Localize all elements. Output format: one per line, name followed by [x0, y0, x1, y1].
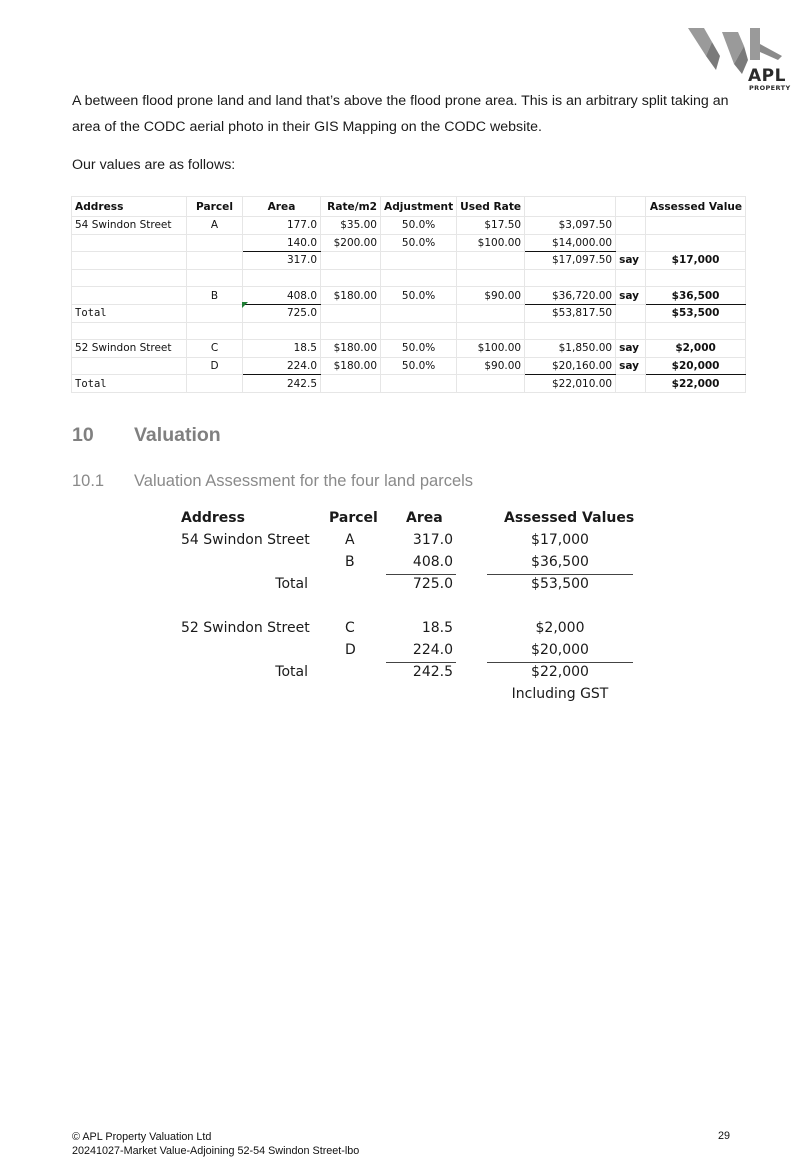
summary-total-label: Total	[275, 664, 308, 680]
sheet-cell-assessed: $22,000	[646, 375, 746, 393]
sheet-cell-rate	[321, 304, 381, 322]
sheet-row	[72, 269, 746, 287]
sheet-header-adjustment: Adjustment	[381, 197, 457, 217]
page-number: 29	[718, 1130, 731, 1142]
sheet-cell-adjustment: 50.0%	[381, 340, 457, 358]
sheet-cell-value: $14,000.00	[525, 234, 616, 252]
sheet-cell-adjustment: 50.0%	[381, 217, 457, 235]
sheet-cell-assessed	[646, 234, 746, 252]
sheet-cell-blank	[187, 322, 243, 340]
sheet-cell-address: Total	[72, 304, 187, 322]
sheet-row	[72, 357, 746, 375]
summary-parcel: B	[345, 554, 355, 570]
sheet-cell-area: 224.0	[243, 357, 321, 375]
sheet-row	[72, 322, 746, 340]
sheet-header-area: Area	[243, 197, 321, 217]
section-title: Valuation	[134, 424, 221, 446]
sheet-cell-say	[616, 304, 646, 322]
sheet-cell-address	[72, 357, 187, 375]
summary-area: 18.5	[421, 620, 453, 636]
sheet-cell-parcel: D	[187, 357, 243, 375]
summary-area: 224.0	[412, 642, 453, 658]
summary-header-value: Assessed Values	[504, 510, 635, 526]
sheet-cell-blank	[72, 269, 187, 287]
sheet-row	[72, 340, 746, 358]
summary-header-area: Area	[406, 510, 443, 526]
summary-area: 242.5	[412, 664, 453, 680]
subtotal-rule	[487, 662, 633, 663]
footer-doc-ref: 20241027-Market Value-Adjoining 52-54 Swindon Street-lbo	[72, 1145, 360, 1157]
summary-value: $36,500	[531, 554, 589, 570]
sheet-header-row	[72, 197, 746, 217]
summary-total-label: Total	[275, 576, 308, 592]
sheet-cell-value: $36,720.00	[525, 287, 616, 305]
sheet-cell-address	[72, 252, 187, 270]
sheet-cell-say	[616, 375, 646, 393]
sheet-total-row	[72, 375, 746, 393]
subtotal-rule	[487, 574, 633, 575]
summary-value: $53,500	[531, 576, 589, 592]
sheet-cell-say	[616, 217, 646, 235]
summary-address: 52 Swindon Street	[181, 620, 310, 636]
summary-parcel: C	[345, 620, 355, 636]
sheet-header-blank	[616, 197, 646, 217]
sheet-cell-adjustment: 50.0%	[381, 287, 457, 305]
summary-parcel: D	[345, 642, 356, 658]
sheet-cell-used-rate: $90.00	[457, 357, 525, 375]
values-intro: Our values are as follows:	[72, 157, 236, 173]
sheet-cell-area: 140.0	[243, 234, 321, 252]
sheet-cell-blank	[381, 322, 457, 340]
sheet-cell-blank	[616, 322, 646, 340]
sheet-header-rate: Rate/m2	[321, 197, 381, 217]
subsection-title: Valuation Assessment for the four land parcels	[134, 472, 474, 490]
sheet-cell-value: $3,097.50	[525, 217, 616, 235]
sheet-total-row	[72, 304, 746, 322]
sheet-cell-used-rate: $100.00	[457, 234, 525, 252]
sheet-cell-rate: $35.00	[321, 217, 381, 235]
sheet-cell-blank	[616, 269, 646, 287]
sheet-cell-area: 177.0	[243, 217, 321, 235]
footer	[72, 1130, 359, 1158]
summary-value: $22,000	[531, 664, 589, 680]
sheet-cell-blank	[525, 269, 616, 287]
sheet-header-used-rate: Used Rate	[457, 197, 525, 217]
sheet-cell-adjustment	[381, 304, 457, 322]
sheet-cell-parcel: C	[187, 340, 243, 358]
sheet-cell-parcel	[187, 304, 243, 322]
sheet-cell-used-rate	[457, 252, 525, 270]
sheet-cell-say	[616, 234, 646, 252]
sheet-cell-say: say	[616, 252, 646, 270]
sheet-cell-value: $17,097.50	[525, 252, 616, 270]
sheet-cell-address: 54 Swindon Street	[72, 217, 187, 235]
subtotal-rule	[386, 574, 456, 575]
sheet-cell-assessed: $53,500	[646, 304, 746, 322]
sheet-header-address: Address	[72, 197, 187, 217]
sheet-cell-used-rate	[457, 304, 525, 322]
sheet-cell-value: $22,010.00	[525, 375, 616, 393]
intro-paragraph: A between flood prone land and land that’s above the flood prone area. This is an arbitrary split taking an area of the CODC aerial photo in their GIS Mapping on the CODC website.	[72, 93, 729, 135]
sheet-cell-rate	[321, 252, 381, 270]
brand-sub: PROPERTY	[749, 84, 791, 92]
sheet-cell-blank	[525, 322, 616, 340]
sheet-cell-rate: $180.00	[321, 287, 381, 305]
sheet-row	[72, 252, 746, 270]
sheet-cell-rate	[321, 375, 381, 393]
sheet-cell-parcel: B	[187, 287, 243, 305]
sheet-cell-blank	[243, 269, 321, 287]
sheet-cell-value: $1,850.00	[525, 340, 616, 358]
sheet-cell-parcel	[187, 234, 243, 252]
footer-copyright: © APL Property Valuation Ltd	[72, 1131, 212, 1143]
sheet-cell-rate: $180.00	[321, 340, 381, 358]
sheet-row	[72, 217, 746, 235]
sheet-cell-area: 408.0	[243, 287, 321, 305]
sheet-cell-blank	[381, 269, 457, 287]
sheet-cell-adjustment: 50.0%	[381, 234, 457, 252]
sheet-cell-parcel	[187, 375, 243, 393]
sheet-cell-used-rate: $17.50	[457, 217, 525, 235]
sheet-cell-used-rate	[457, 375, 525, 393]
summary-parcel: A	[345, 532, 355, 548]
summary-area: 317.0	[412, 532, 453, 548]
sheet-cell-assessed: $2,000	[646, 340, 746, 358]
sheet-cell-address: 52 Swindon Street	[72, 340, 187, 358]
cell-comment-marker	[242, 302, 248, 308]
sheet-cell-assessed	[646, 217, 746, 235]
sheet-header-parcel: Parcel	[187, 197, 243, 217]
sheet-cell-adjustment: 50.0%	[381, 357, 457, 375]
section-number: 10	[72, 424, 94, 446]
sheet-cell-blank	[457, 269, 525, 287]
sheet-cell-parcel: A	[187, 217, 243, 235]
sheet-cell-say: say	[616, 357, 646, 375]
sheet-cell-area: 317.0	[243, 252, 321, 270]
summary-area: 725.0	[412, 576, 453, 592]
summary-header-parcel: Parcel	[329, 510, 378, 526]
sheet-cell-rate: $200.00	[321, 234, 381, 252]
sheet-cell-assessed: $20,000	[646, 357, 746, 375]
sheet-cell-area: 18.5	[243, 340, 321, 358]
summary-header-address: Address	[181, 510, 245, 526]
brand-name: APL	[748, 66, 786, 86]
subsection-number: 10.1	[72, 472, 105, 490]
subtotal-rule	[386, 662, 456, 663]
sheet-row	[72, 287, 746, 305]
sheet-cell-assessed: $17,000	[646, 252, 746, 270]
section-heading	[72, 424, 221, 447]
sheet-cell-area: 725.0	[243, 304, 321, 322]
sheet-cell-value: $20,160.00	[525, 357, 616, 375]
sheet-cell-used-rate: $100.00	[457, 340, 525, 358]
sheet-cell-area: 242.5	[243, 375, 321, 393]
sheet-cell-say: say	[616, 287, 646, 305]
sheet-cell-address: Total	[72, 375, 187, 393]
sheet-header-assessed: Assessed Value	[646, 197, 746, 217]
summary-address: 54 Swindon Street	[181, 532, 310, 548]
sheet-cell-value: $53,817.50	[525, 304, 616, 322]
sheet-cell-blank	[457, 322, 525, 340]
sheet-cell-blank	[646, 322, 746, 340]
valuation-spreadsheet	[71, 196, 746, 393]
sheet-header-blank	[525, 197, 616, 217]
sheet-cell-blank	[321, 322, 381, 340]
sheet-cell-address	[72, 287, 187, 305]
summary-value: $2,000	[535, 620, 585, 636]
sheet-row	[72, 234, 746, 252]
sheet-cell-blank	[646, 269, 746, 287]
subsection-heading	[72, 472, 473, 491]
sheet-cell-used-rate: $90.00	[457, 287, 525, 305]
sheet-cell-blank	[243, 322, 321, 340]
gst-note: Including GST	[511, 686, 609, 702]
sheet-cell-blank	[321, 269, 381, 287]
summary-area: 408.0	[412, 554, 453, 570]
summary-value: $17,000	[531, 532, 589, 548]
sheet-cell-address	[72, 234, 187, 252]
sheet-cell-adjustment	[381, 252, 457, 270]
sheet-cell-blank	[72, 322, 187, 340]
sheet-cell-blank	[187, 269, 243, 287]
sheet-cell-assessed: $36,500	[646, 287, 746, 305]
sheet-cell-say: say	[616, 340, 646, 358]
sheet-cell-rate: $180.00	[321, 357, 381, 375]
sheet-cell-adjustment	[381, 375, 457, 393]
summary-value: $20,000	[531, 642, 589, 658]
sheet-cell-parcel	[187, 252, 243, 270]
